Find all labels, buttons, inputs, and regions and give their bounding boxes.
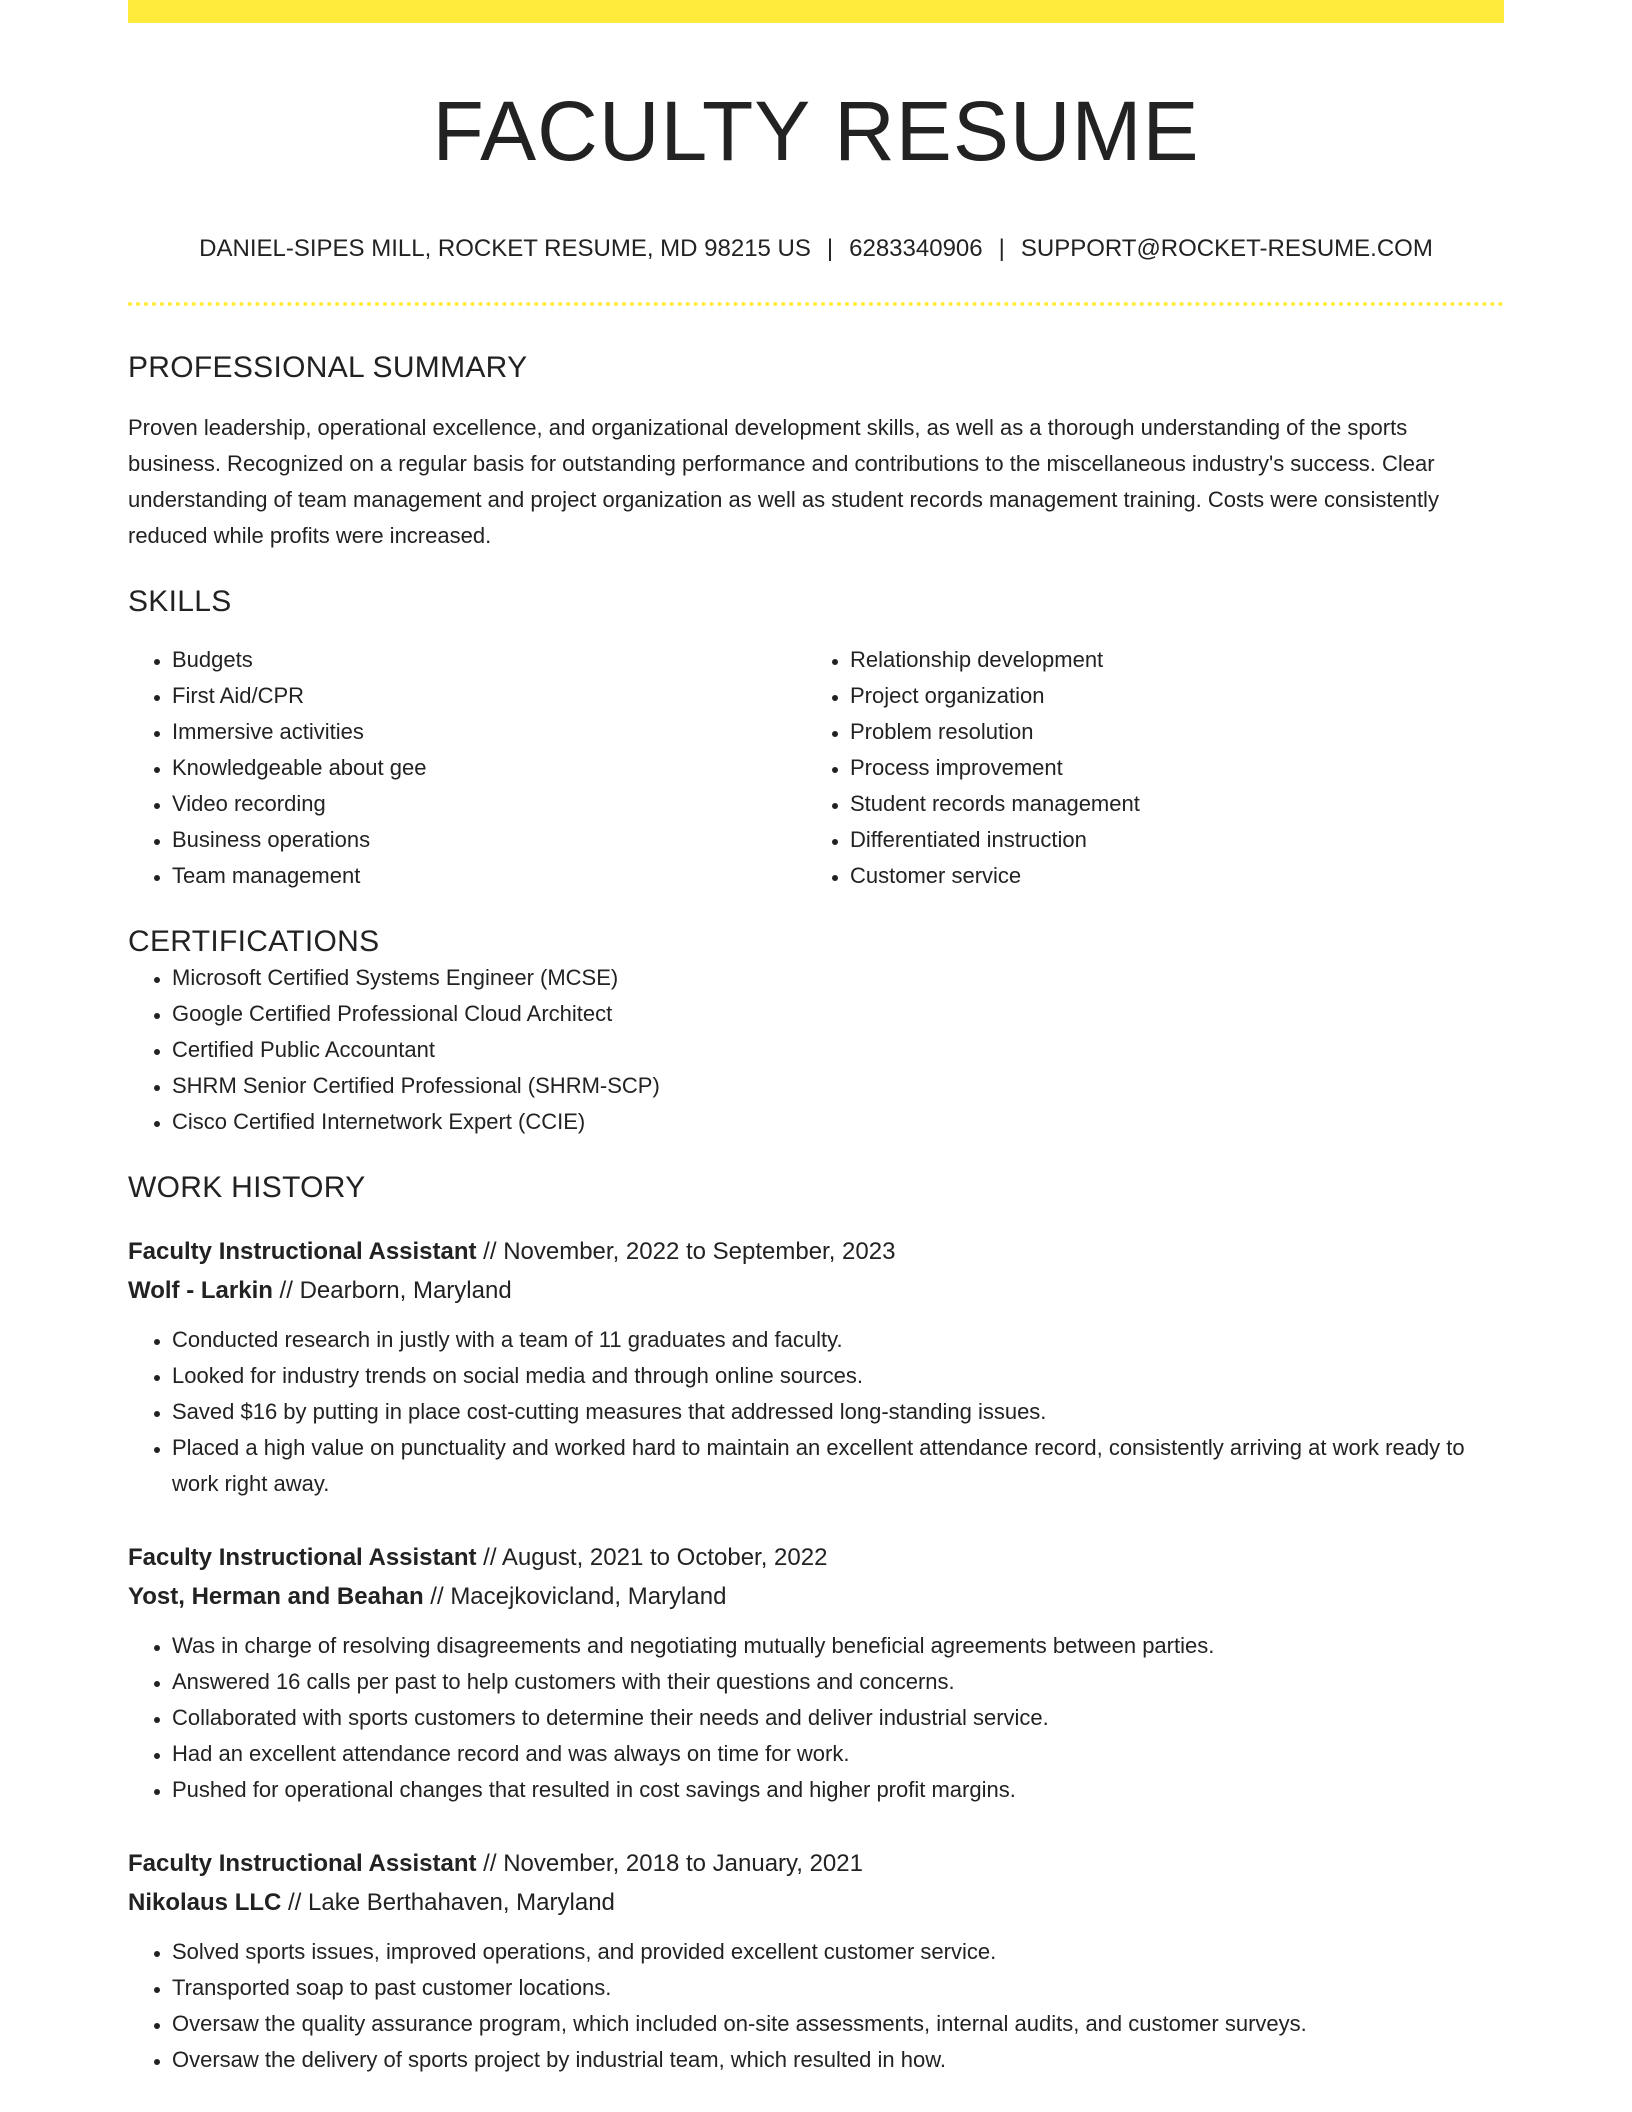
job-company: Nikolaus LLC xyxy=(128,1889,282,1917)
certifications-list xyxy=(128,960,1504,1140)
job-title-line xyxy=(128,1538,1504,1577)
skill-item: • Student records management xyxy=(850,786,1484,822)
skill-item: • Team management xyxy=(172,858,806,894)
job-bullets xyxy=(128,1628,1504,1808)
summary-heading: PROFESSIONAL SUMMARY xyxy=(128,351,528,385)
job-bullet: • Collaborated with sports customers to determine their needs and deliver industrial service. xyxy=(172,1700,1504,1736)
job-bullet: • Transported soap to past customer locations. xyxy=(172,1970,1504,2006)
certifications-section xyxy=(128,924,1504,1140)
skills-column-left xyxy=(128,642,806,894)
job-bullets xyxy=(128,1322,1504,1502)
skill-item: • Immersive activities xyxy=(172,714,806,750)
contact-separator: | xyxy=(826,235,834,263)
job-dates: // November, 2022 to September, 2023 xyxy=(476,1238,896,1266)
job-bullet: • Placed a high value on punctuality and worked hard to maintain an excellent attendance record, consistently arriving at work ready to work right away. xyxy=(172,1430,1504,1502)
job-bullet: • Conducted research in justly with a team of 11 graduates and faculty. xyxy=(172,1322,1504,1358)
top-accent-bar xyxy=(128,0,1504,23)
job-bullet: • Answered 16 calls per past to help customers with their questions and concerns. xyxy=(172,1664,1504,1700)
contact-separator: | xyxy=(998,235,1005,263)
contact-email: SUPPORT@ROCKET-RESUME.COM xyxy=(1020,235,1433,263)
skill-item: • Differentiated instruction xyxy=(850,822,1484,858)
certification-item: • Cisco Certified Internetwork Expert (CCIE) xyxy=(172,1104,1504,1140)
contact-phone: 6283340906 xyxy=(849,235,983,263)
job-entry xyxy=(128,1538,1504,1808)
job-bullet: • Oversaw the quality assurance program, which included on-site assessments, internal audits, and customer surveys. xyxy=(172,2006,1504,2042)
job-company-line xyxy=(128,1577,1504,1616)
job-bullet: • Oversaw the delivery of sports project by industrial team, which resulted in how. xyxy=(172,2042,1504,2078)
job-dates: // August, 2021 to October, 2022 xyxy=(476,1544,828,1572)
job-title-line xyxy=(128,1232,1504,1271)
job-company: Wolf - Larkin xyxy=(128,1277,273,1305)
skill-item: • Problem resolution xyxy=(850,714,1484,750)
job-bullets xyxy=(128,1934,1504,2078)
skill-item: • Video recording xyxy=(172,786,806,822)
certification-item: • Google Certified Professional Cloud Architect xyxy=(172,996,1504,1032)
job-bullet: • Pushed for operational changes that resulted in cost savings and higher profit margins. xyxy=(172,1772,1504,1808)
job-bullet: • Was in charge of resolving disagreements and negotiating mutually beneficial agreements between parties. xyxy=(172,1628,1504,1664)
resume-page xyxy=(128,0,1504,2078)
job-title-line xyxy=(128,1844,1504,1883)
skills-heading: SKILLS xyxy=(128,585,232,619)
work-history-section xyxy=(128,1170,1504,2078)
job-company: Yost, Herman and Beahan xyxy=(128,1583,424,1611)
job-entry xyxy=(128,1844,1504,2078)
job-title: Faculty Instructional Assistant xyxy=(128,1850,477,1878)
work-history-heading: WORK HISTORY xyxy=(128,1171,366,1205)
skill-item: • Process improvement xyxy=(850,750,1484,786)
job-company-line xyxy=(128,1271,1504,1310)
skill-item: • Budgets xyxy=(172,642,806,678)
contact-address: DANIEL-SIPES MILL, ROCKET RESUME, MD 98215 US xyxy=(199,235,811,263)
job-company-line xyxy=(128,1883,1504,1922)
certification-item: • SHRM Senior Certified Professional (SHRM-SCP) xyxy=(172,1068,1504,1104)
job-bullet: • Solved sports issues, improved operations, and provided excellent customer service. xyxy=(172,1934,1504,1970)
skill-item: • Business operations xyxy=(172,822,806,858)
contact-line xyxy=(128,235,1504,264)
skill-item: • Knowledgeable about gee xyxy=(172,750,806,786)
certification-item: • Microsoft Certified Systems Engineer (MCSE) xyxy=(172,960,1504,996)
skill-item: • Project organization xyxy=(850,678,1484,714)
skill-item: • Customer service xyxy=(850,858,1484,894)
job-location: // Macejkovicland, Maryland xyxy=(423,1583,727,1611)
job-location: // Dearborn, Maryland xyxy=(272,1277,512,1305)
dotted-divider xyxy=(128,302,1504,306)
skills-column-right xyxy=(806,642,1484,894)
skill-item: • Relationship development xyxy=(850,642,1484,678)
certifications-heading: CERTIFICATIONS xyxy=(128,925,380,959)
skills-section xyxy=(128,584,1504,894)
job-bullet: • Had an excellent attendance record and was always on time for work. xyxy=(172,1736,1504,1772)
summary-section xyxy=(128,350,1504,554)
summary-text: Proven leadership, operational excellence, and organizational development skills, as well as a thorough understanding of the sports business. Recognized on a regular basis for outstanding performance and contributions to the miscellaneous industry's success. Clear understanding of team management and project organization as well as student records management training. Costs were consistently reduced while profits were increased. xyxy=(128,415,1439,549)
job-bullet: • Looked for industry trends on social media and through online sources. xyxy=(172,1358,1504,1394)
skill-item: • First Aid/CPR xyxy=(172,678,806,714)
job-entry xyxy=(128,1232,1504,1502)
job-location: // Lake Berthahaven, Maryland xyxy=(281,1889,615,1917)
certification-item: • Certified Public Accountant xyxy=(172,1032,1504,1068)
job-title: Faculty Instructional Assistant xyxy=(128,1544,477,1572)
job-bullet: • Saved $16 by putting in place cost-cutting measures that addressed long-standing issues. xyxy=(172,1394,1504,1430)
job-dates: // November, 2018 to January, 2021 xyxy=(476,1850,863,1878)
skills-grid xyxy=(128,642,1504,894)
page-title: FACULTY RESUME xyxy=(432,84,1200,178)
job-title: Faculty Instructional Assistant xyxy=(128,1238,477,1266)
